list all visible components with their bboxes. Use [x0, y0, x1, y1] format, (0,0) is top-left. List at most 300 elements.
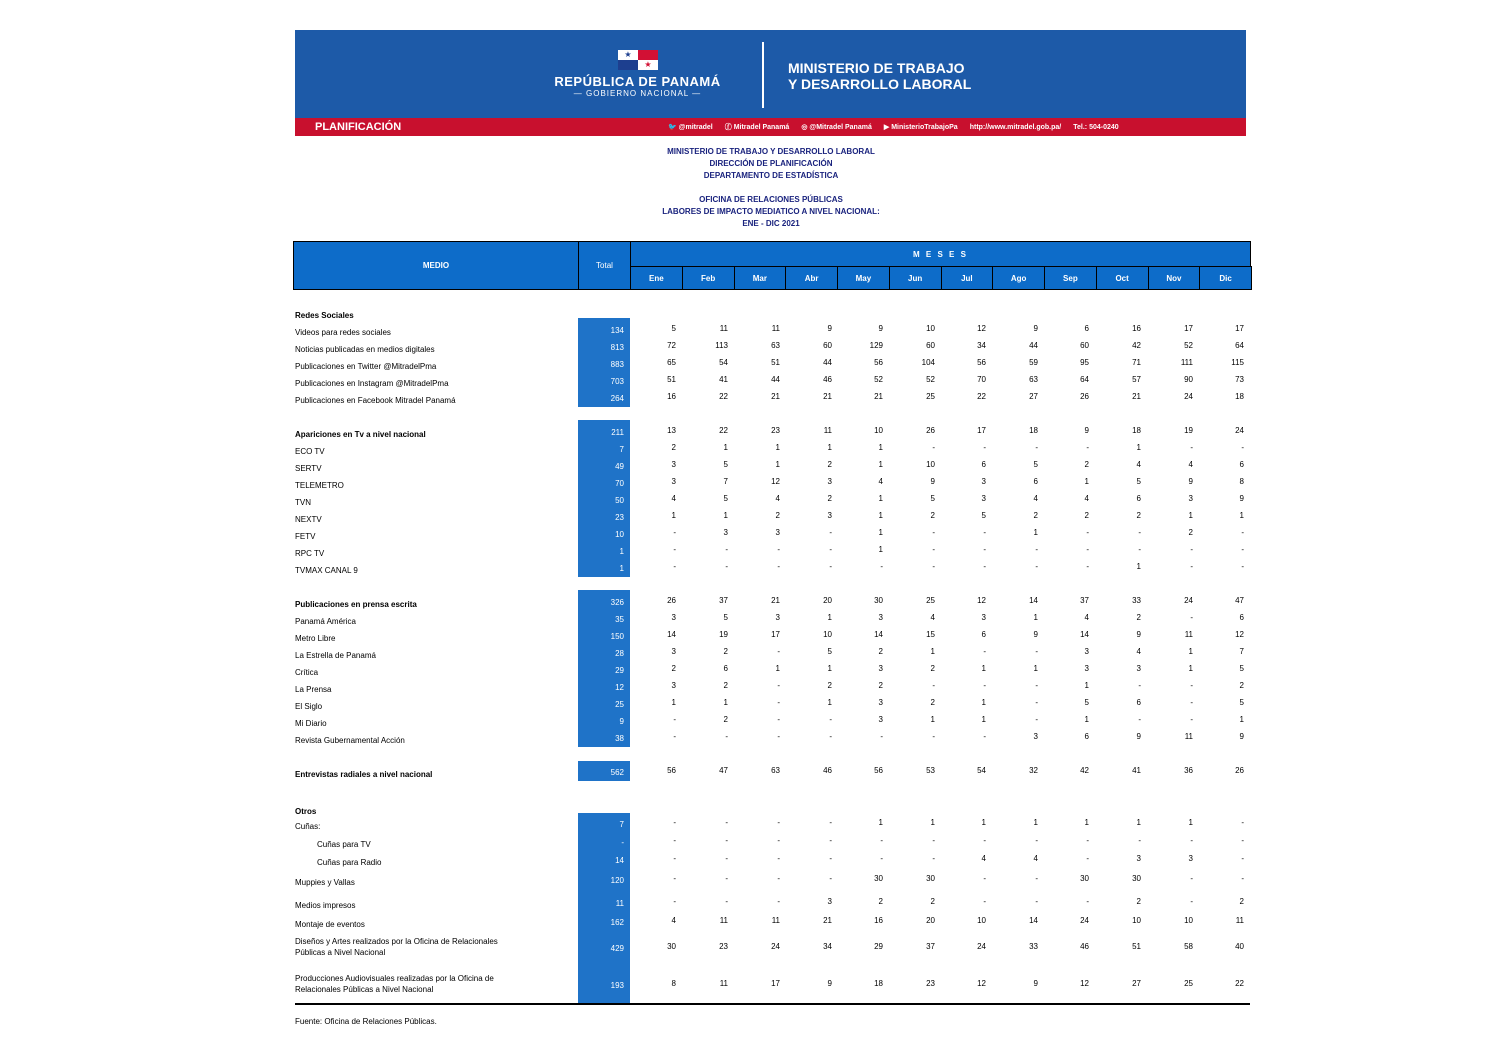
month-value: -: [673, 897, 676, 906]
month-value: 2: [827, 460, 832, 469]
month-value: 11: [719, 979, 728, 988]
row-label: TVMAX CANAL 9: [295, 566, 358, 575]
row-label: Noticias publicadas en medios digitales: [295, 345, 435, 354]
month-value: 2: [930, 664, 935, 673]
month-value: 27: [1132, 979, 1141, 988]
table-row: [295, 322, 1250, 339]
month-value: 2: [1033, 511, 1038, 520]
month-value: 25: [926, 596, 935, 605]
table-row: [295, 509, 1250, 526]
row-total: 562: [578, 764, 630, 781]
row-total: 703: [578, 373, 630, 390]
month-value: -: [983, 874, 986, 883]
month-header: Dic: [1199, 266, 1252, 290]
month-value: 2: [671, 443, 676, 452]
row-total: 193: [578, 977, 630, 994]
month-value: 9: [1239, 732, 1244, 741]
month-value: 3: [671, 460, 676, 469]
youtube-link[interactable]: ▶ MinisterioTrabajoPa: [883, 124, 958, 131]
row-total: 70: [578, 475, 630, 492]
month-value: -: [880, 562, 883, 571]
month-value: 2: [878, 897, 883, 906]
month-value: -: [829, 528, 832, 537]
month-value: -: [777, 732, 780, 741]
month-value: 53: [926, 766, 935, 775]
month-value: -: [725, 836, 728, 845]
month-value: -: [777, 818, 780, 827]
row-total: 49: [578, 458, 630, 475]
table-row: [295, 492, 1250, 509]
panama-flag-icon: ★ ★: [618, 50, 658, 70]
month-value: 3: [671, 613, 676, 622]
month-value: -: [725, 854, 728, 863]
ministry-line-2: Y DESARROLLO LABORAL: [788, 76, 972, 92]
table-row: [295, 730, 1250, 747]
row-label: Montaje de eventos: [295, 920, 365, 929]
month-value: 11: [1184, 732, 1193, 741]
month-value: 3: [723, 528, 728, 537]
row-total: 23: [578, 509, 630, 526]
month-value: 5: [723, 460, 728, 469]
month-value: 9: [878, 324, 883, 333]
row-total: 134: [578, 322, 630, 339]
month-value: -: [777, 897, 780, 906]
month-value: 63: [1029, 375, 1038, 384]
month-value: 20: [926, 916, 935, 925]
month-value: -: [1190, 874, 1193, 883]
twitter-link[interactable]: 🐦 @mitradel: [668, 124, 713, 131]
month-value: -: [1241, 562, 1244, 571]
month-value: 1: [930, 647, 935, 656]
month-value: 9: [1136, 630, 1141, 639]
month-value: 2: [930, 698, 935, 707]
month-value: 54: [719, 358, 728, 367]
month-value: 2: [1084, 511, 1089, 520]
row-label: TVN: [295, 498, 311, 507]
month-value: 95: [1080, 358, 1089, 367]
month-value: 42: [1080, 766, 1089, 775]
month-value: 21: [1132, 392, 1141, 401]
row-total: 1: [578, 560, 630, 577]
row-total: 25: [578, 696, 630, 713]
month-value: -: [1241, 528, 1244, 537]
month-value: -: [725, 732, 728, 741]
month-value: 1: [775, 460, 780, 469]
month-value: 52: [926, 375, 935, 384]
month-value: -: [1035, 562, 1038, 571]
month-value: 65: [667, 358, 676, 367]
month-value: 2: [827, 681, 832, 690]
month-value: 10: [977, 916, 986, 925]
month-value: 41: [1132, 766, 1141, 775]
month-value: 2: [1188, 528, 1193, 537]
month-value: 6: [1136, 698, 1141, 707]
row-total: 11: [578, 895, 630, 912]
month-value: 5: [723, 494, 728, 503]
month-value: 2: [1136, 613, 1141, 622]
month-value: 5: [671, 324, 676, 333]
month-value: 4: [1084, 613, 1089, 622]
month-value: 4: [1033, 494, 1038, 503]
month-value: 3: [827, 897, 832, 906]
month-value: 1: [1188, 818, 1193, 827]
month-value: 9: [1239, 494, 1244, 503]
month-value: 33: [1029, 942, 1038, 951]
month-value: 7: [1239, 647, 1244, 656]
month-value: -: [932, 854, 935, 863]
table-bottom-rule: [295, 1003, 1250, 1005]
month-value: 7: [723, 477, 728, 486]
month-value: 1: [1033, 528, 1038, 537]
row-label: Medios impresos: [295, 901, 356, 910]
month-value: 1: [1239, 715, 1244, 724]
month-value: 21: [771, 392, 780, 401]
row-label: La Prensa: [295, 685, 332, 694]
table-row: [295, 390, 1250, 407]
month-value: 1: [981, 818, 986, 827]
month-value: 42: [1132, 341, 1141, 350]
month-value: 32: [1029, 766, 1038, 775]
row-label: El Siglo: [295, 702, 323, 711]
month-value: -: [932, 443, 935, 452]
heading-line-5: LABORES DE IMPACTO MEDIATICO A NIVEL NACIONAL:: [662, 207, 880, 216]
month-value: 1: [1084, 818, 1089, 827]
row-total: 38: [578, 730, 630, 747]
row-total: 50: [578, 492, 630, 509]
month-value: 4: [878, 477, 883, 486]
month-value: 1: [1239, 511, 1244, 520]
table-row: [295, 872, 1250, 889]
month-value: -: [829, 562, 832, 571]
month-value: 3: [1188, 854, 1193, 863]
month-value: 115: [1231, 358, 1244, 367]
month-value: 1: [671, 511, 676, 520]
ministry-line-1: MINISTERIO DE TRABAJO: [788, 60, 965, 76]
month-value: -: [932, 836, 935, 845]
month-value: 30: [874, 596, 883, 605]
month-value: 14: [667, 630, 676, 639]
table-row: [295, 679, 1250, 696]
month-value: -: [1241, 545, 1244, 554]
month-value: 11: [771, 916, 780, 925]
month-value: -: [725, 818, 728, 827]
month-value: 4: [981, 854, 986, 863]
month-value: -: [1190, 897, 1193, 906]
month-value: 33: [1132, 596, 1141, 605]
month-value: 3: [775, 613, 780, 622]
month-value: 2: [671, 664, 676, 673]
month-value: 44: [1029, 341, 1038, 350]
month-value: -: [829, 715, 832, 724]
row-label: TELEMETRO: [295, 481, 344, 490]
table-row: [295, 852, 1250, 869]
table-row: [295, 458, 1250, 475]
month-value: 9: [1033, 324, 1038, 333]
row-total: 883: [578, 356, 630, 373]
month-value: 57: [1132, 375, 1141, 384]
month-value: 12: [1235, 630, 1244, 639]
table-row: [295, 764, 1250, 781]
month-value: 64: [1080, 375, 1089, 384]
month-value: -: [1035, 836, 1038, 845]
row-total: 1: [578, 543, 630, 560]
month-value: 1: [1188, 664, 1193, 673]
month-value: 14: [874, 630, 883, 639]
month-value: 22: [977, 392, 986, 401]
row-label: NEXTV: [295, 515, 322, 524]
month-value: 1: [878, 494, 883, 503]
month-value: 37: [926, 942, 935, 951]
row-label: Publicaciones en Instagram @MitradelPma: [295, 379, 449, 388]
month-header: Oct: [1096, 266, 1149, 290]
row-total: 326: [578, 594, 630, 611]
month-value: 11: [719, 916, 728, 925]
month-value: 1: [671, 698, 676, 707]
facebook-link[interactable]: ⓕ Mitradel Panamá: [724, 124, 790, 131]
month-value: 3: [671, 477, 676, 486]
month-value: 5: [1239, 698, 1244, 707]
month-value: -: [673, 732, 676, 741]
row-label: Producciones Audiovisuales realizadas por la Oficina de Relacionales Públicas a Nivel Nacional: [295, 974, 494, 994]
month-value: 70: [977, 375, 986, 384]
month-value: 2: [1136, 897, 1141, 906]
heading-line-4: OFICINA DE RELACIONES PÚBLICAS: [699, 195, 843, 204]
month-value: -: [1035, 698, 1038, 707]
month-value: 46: [823, 375, 832, 384]
month-value: 16: [667, 392, 676, 401]
month-value: 56: [874, 766, 883, 775]
month-value: 51: [771, 358, 780, 367]
table-row: [295, 594, 1250, 611]
month-value: -: [673, 715, 676, 724]
month-value: -: [777, 562, 780, 571]
month-value: 9: [1033, 630, 1038, 639]
month-value: 6: [981, 460, 986, 469]
month-value: 22: [1235, 979, 1244, 988]
month-value: 24: [1235, 426, 1244, 435]
month-value: 5: [827, 647, 832, 656]
month-value: 4: [1084, 494, 1089, 503]
month-value: -: [1035, 715, 1038, 724]
month-value: 5: [981, 511, 986, 520]
month-value: 10: [874, 426, 883, 435]
facebook-handle: Mitradel Panamá: [733, 124, 790, 131]
month-value: 27: [1029, 392, 1038, 401]
month-value: 6: [723, 664, 728, 673]
month-value: 3: [878, 664, 883, 673]
month-value: 1: [930, 818, 935, 827]
month-value: 6: [1239, 613, 1244, 622]
row-total: 120: [578, 872, 630, 889]
month-value: 47: [1235, 596, 1244, 605]
month-value: 12: [977, 324, 986, 333]
month-value: 6: [1084, 324, 1089, 333]
month-value: 9: [1084, 426, 1089, 435]
month-value: 90: [1184, 375, 1193, 384]
heading-line-3: DEPARTAMENTO DE ESTADÍSTICA: [703, 171, 839, 180]
month-value: -: [932, 681, 935, 690]
month-value: 71: [1132, 358, 1141, 367]
row-total: 28: [578, 645, 630, 662]
month-value: 40: [1235, 942, 1244, 951]
month-value: 4: [1188, 460, 1193, 469]
month-value: 3: [827, 511, 832, 520]
month-value: -: [983, 562, 986, 571]
banner-divider: [762, 42, 764, 108]
month-value: -: [673, 836, 676, 845]
month-value: 2: [930, 511, 935, 520]
month-value: 52: [874, 375, 883, 384]
month-value: -: [1035, 647, 1038, 656]
month-value: 1: [981, 664, 986, 673]
month-value: -: [1190, 562, 1193, 571]
month-value: 34: [977, 341, 986, 350]
month-value: -: [1086, 897, 1089, 906]
row-label: Cuñas para TV: [317, 840, 371, 849]
month-value: 25: [1184, 979, 1193, 988]
heading-line-1: MINISTERIO DE TRABAJO Y DESARROLLO LABORAL: [667, 147, 875, 156]
month-value: 19: [719, 630, 728, 639]
month-value: 14: [1029, 596, 1038, 605]
month-value: -: [1190, 698, 1193, 707]
month-value: -: [983, 681, 986, 690]
month-value: 5: [723, 613, 728, 622]
row-total: 162: [578, 914, 630, 931]
table-row: [295, 339, 1250, 356]
table-row: [295, 914, 1250, 931]
month-value: 17: [771, 630, 780, 639]
month-value: 11: [1184, 630, 1193, 639]
month-value: 18: [1029, 426, 1038, 435]
month-value: -: [829, 874, 832, 883]
month-value: -: [983, 836, 986, 845]
month-value: 1: [1084, 681, 1089, 690]
month-value: 51: [667, 375, 676, 384]
month-value: 113: [715, 341, 728, 350]
month-value: -: [1035, 545, 1038, 554]
month-value: -: [1086, 443, 1089, 452]
month-value: -: [1035, 681, 1038, 690]
row-total: -: [578, 834, 630, 851]
month-value: 6: [1084, 732, 1089, 741]
instagram-link[interactable]: ◎ @Mitradel Panamá: [801, 124, 872, 131]
month-value: 8: [671, 979, 676, 988]
month-value: 6: [1239, 460, 1244, 469]
month-value: -: [725, 874, 728, 883]
row-total: 9: [578, 713, 630, 730]
month-header: Ene: [630, 266, 683, 290]
month-value: 4: [671, 494, 676, 503]
row-label: Publicaciones en prensa escrita: [295, 600, 417, 609]
month-value: 3: [671, 681, 676, 690]
month-value: 5: [930, 494, 935, 503]
month-value: 2: [878, 681, 883, 690]
month-value: -: [829, 545, 832, 554]
month-value: 1: [775, 443, 780, 452]
row-total: 14: [578, 852, 630, 869]
row-total: 12: [578, 679, 630, 696]
month-value: 41: [719, 375, 728, 384]
month-value: 23: [771, 426, 780, 435]
month-value: 2: [930, 897, 935, 906]
heading-line-2: DIRECCIÓN DE PLANIFICACIÓN: [709, 159, 833, 168]
table-row: [295, 441, 1250, 458]
month-value: 9: [827, 979, 832, 988]
column-header-medio: MEDIO: [293, 241, 579, 290]
row-label: Revista Gubernamental Acción: [295, 736, 405, 745]
row-label: Videos para redes sociales: [295, 328, 391, 337]
month-value: -: [1241, 443, 1244, 452]
header-banner: [295, 30, 1246, 118]
month-value: -: [932, 732, 935, 741]
month-value: -: [1138, 528, 1141, 537]
month-value: -: [829, 854, 832, 863]
month-value: 8: [1239, 477, 1244, 486]
month-value: -: [673, 562, 676, 571]
row-label: La Estrella de Panamá: [295, 651, 376, 660]
month-value: 46: [823, 766, 832, 775]
month-value: -: [829, 818, 832, 827]
heading-line-6: ENE - DIC 2021: [742, 219, 800, 228]
month-value: -: [983, 897, 986, 906]
month-value: 111: [1180, 358, 1193, 367]
month-value: -: [983, 647, 986, 656]
month-value: -: [777, 836, 780, 845]
month-value: 23: [926, 979, 935, 988]
month-value: 6: [981, 630, 986, 639]
row-total: 10: [578, 526, 630, 543]
month-value: 10: [823, 630, 832, 639]
month-value: -: [1190, 613, 1193, 622]
row-label: Apariciones en Tv a nivel nacional: [295, 430, 426, 439]
website-link[interactable]: http://www.mitradel.gob.pa/: [969, 123, 1062, 131]
month-value: 1: [981, 715, 986, 724]
month-value: 11: [823, 426, 832, 435]
month-value: 3: [878, 698, 883, 707]
month-value: -: [673, 818, 676, 827]
month-value: -: [1190, 681, 1193, 690]
month-value: 3: [878, 613, 883, 622]
month-value: 72: [667, 341, 676, 350]
month-value: 3: [671, 647, 676, 656]
table-row: [295, 696, 1250, 713]
month-value: -: [1190, 715, 1193, 724]
column-header-total: Total: [578, 241, 631, 290]
month-value: 2: [878, 647, 883, 656]
month-value: -: [1086, 528, 1089, 537]
table-row: [295, 662, 1250, 679]
month-value: 24: [977, 942, 986, 951]
month-value: -: [673, 545, 676, 554]
month-value: 37: [1080, 596, 1089, 605]
month-header: Jul: [941, 266, 994, 290]
month-value: 1: [723, 698, 728, 707]
month-header: Nov: [1148, 266, 1201, 290]
row-label: ECO TV: [295, 447, 325, 456]
row-label: Muppies y Vallas: [295, 878, 355, 887]
month-value: 73: [1235, 375, 1244, 384]
month-header: Jun: [889, 266, 942, 290]
month-value: -: [725, 897, 728, 906]
month-value: 37: [719, 596, 728, 605]
month-value: 56: [874, 358, 883, 367]
section-label: PLANIFICACIÓN: [315, 121, 402, 133]
row-label: Diseños y Artes realizados por la Oficina de Relacionales Públicas a Nivel Nacional: [295, 937, 498, 957]
month-value: -: [1086, 562, 1089, 571]
month-value: 34: [823, 942, 832, 951]
month-value: 10: [1184, 916, 1193, 925]
month-value: 129: [869, 341, 883, 350]
